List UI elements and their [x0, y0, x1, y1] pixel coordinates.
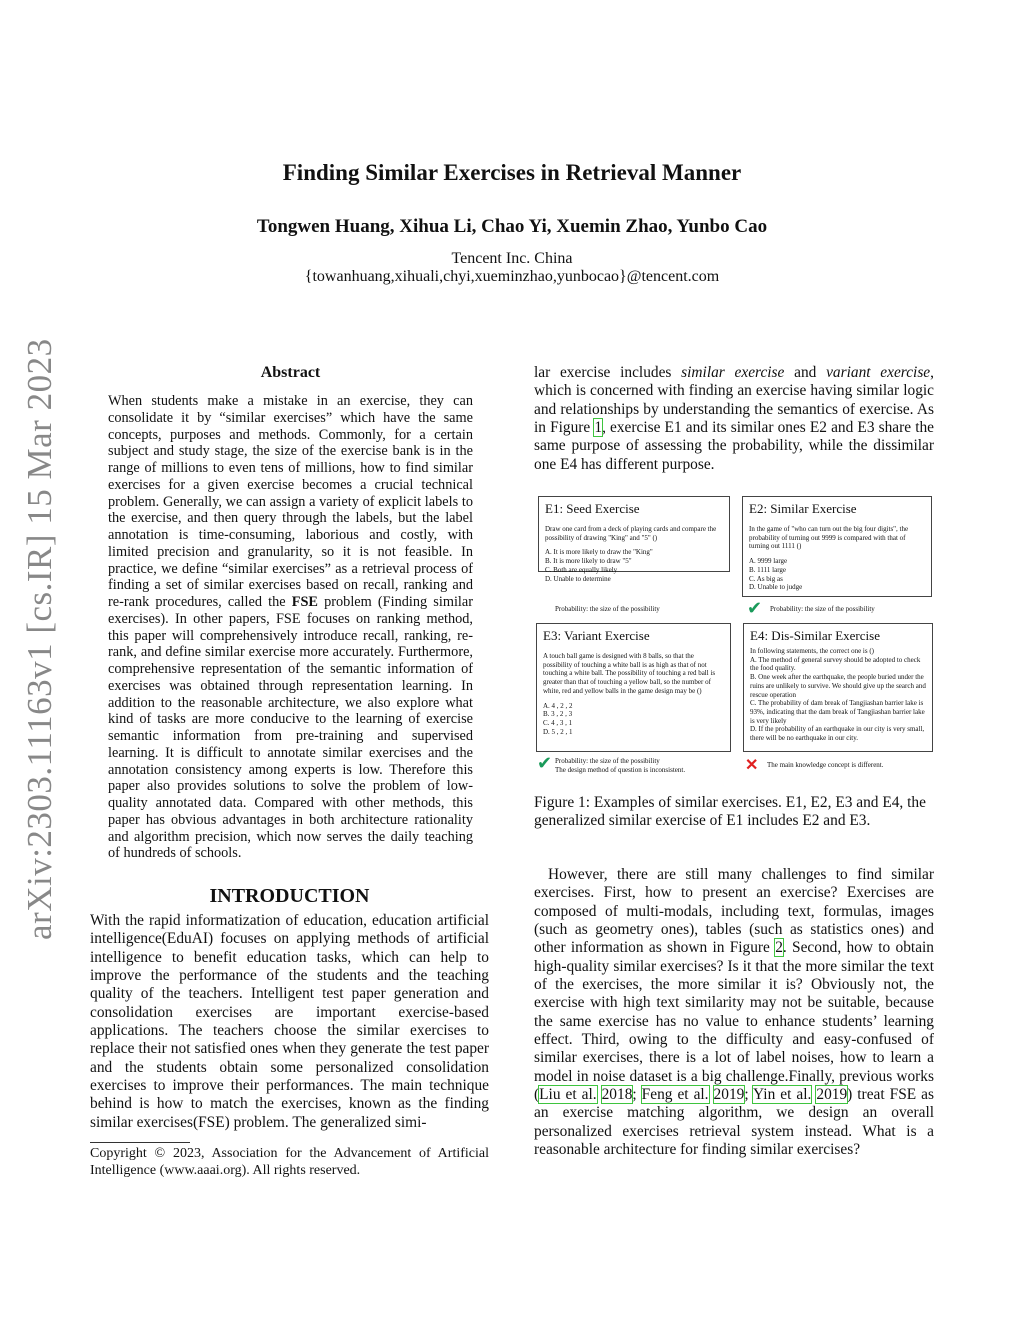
option-item: C. 4 , 3 , 1	[543, 718, 573, 727]
introduction-heading: INTRODUCTION	[209, 885, 370, 907]
text-run: . Second, how to obtain high-quality similar exercises? Is it that the more similar the text of the exercises, the more similar it is? Obviously not, the exercise with high text similarity may not be suitable, because the same exercise has no value to enhance students’ learning effect. Third, owing to the difficulty and easy-confused of similar exercises, there is a lot of label noises, how to learn a model in noise dataset is a big challenge.Finally, previous works (	[534, 939, 934, 1104]
check-icon: ✔	[537, 753, 553, 773]
card-question: In the game of "who can turn out the big four digits", the probability of turning out 9999 is compared with that of turning out 1111 ()	[749, 525, 909, 551]
card-title: E1: Seed Exercise	[545, 501, 640, 516]
text-run: problem (Finding similar exercises). In other papers, FSE focuses on ranking method, this paper will comprehensively introduce recall, ranking, re-rank, and define similar exercise more accurately. Furthermore, comprehensive representation of the semantic information of exercises was obtained through representation learning. In addition to the reasonable architecture, we also explore what kind of tasks are more conducive to the learning of exercise semantic information from pre-training and supervised learning. It is difficult to annotate similar exercises and the annotation consistency among experts is low. Therefore this paper also provides solutions to solve the problem of low-quality annotated data. Compared with other methods, this paper has obvious advantages in both architecture rationality and algorithm precision, which now serves the daily teaching of hundreds of schools.	[108, 594, 473, 862]
card-options	[543, 702, 724, 737]
e3-note: Probability: the size of the possibility	[555, 757, 660, 765]
citation-link[interactable]: Feng et al.	[641, 1086, 709, 1104]
option-item: C. The probability of dam break of Tangjiashan barrier lake is 93%, indicating that the dam break of Tangjiashan barrier lake is very likely	[750, 699, 925, 725]
option-item: D. Unable to judge	[749, 583, 803, 592]
text-run	[709, 1086, 714, 1103]
text-run: lar exercise includes	[534, 364, 682, 381]
text-run: However, there are still many challenges to find similar exercises. First, how to present an exercise? Exercises are composed of multi-modals, including text, formulas, images (such as geometry ones), tables (such as statistics ones) and other information as shown in Figure	[534, 866, 934, 957]
e1-note: Probability: the size of the possibility	[555, 605, 660, 613]
citation-link[interactable]: Liu et al.	[539, 1086, 597, 1104]
authors: Tongwen Huang, Xihua Li, Chao Yi, Xuemin Zhao, Yunbo Cao	[256, 216, 768, 237]
exercise-card-e4	[743, 623, 933, 752]
option-item: B. 1111 large	[749, 565, 787, 574]
card-title: E2: Similar Exercise	[749, 501, 857, 516]
card-options	[750, 656, 926, 743]
card-options	[749, 557, 925, 592]
citation-link[interactable]: 2019	[713, 1086, 745, 1104]
e3-note-2: The design method of question is inconsistent.	[555, 766, 686, 774]
option-item: D. If the probability of an earthquake in our city is very small, there will be no earthquake in our city.	[750, 725, 925, 743]
option-item: A. The method of general survey should be adopted to check the food quality.	[750, 655, 921, 673]
option-item: B. It is more likely to draw "5"	[545, 557, 632, 566]
author-emails: {towanhuang,xihuali,chyi,xueminzhao,yunbocao}@tencent.com	[304, 268, 720, 285]
text-run: , which is concerned with finding an exercise having similar logic and relationships by understanding the semantics of exercise. As in Figure	[534, 364, 934, 437]
text-run	[597, 1086, 602, 1103]
citation-link[interactable]: 1	[594, 419, 603, 437]
text-run: , exercise E1 and its similar ones E2 and E3 share the same purpose of assessing the probability, while the dissimilar one E4 has different purpose.	[534, 419, 934, 473]
card-options	[545, 548, 723, 583]
check-icon: ✔	[747, 598, 763, 618]
card-title: E4: Dis-Similar Exercise	[750, 628, 880, 643]
option-item: A. 9999 large	[749, 557, 788, 566]
citation-link[interactable]: Yin et al.	[753, 1086, 812, 1104]
abstract-text	[108, 393, 473, 862]
copyright-footnote: Copyright © 2023, Association for the Advancement of Artificial Intelligence (www.aaai.org). All rights reserved.	[90, 1146, 489, 1178]
text-run: ;	[744, 1086, 754, 1104]
option-item: C. Both are equally likely	[545, 565, 618, 574]
text-run: and	[784, 364, 827, 381]
text-run: ;	[632, 1086, 642, 1104]
text-run: When students make a mistake in an exercise, they can consolidate it by “similar exercises” which have the same concepts, purposes and methods. Commonly, for a certain subject and study stage, the size of the exercise bank is in the range of millions to even tens of millions, how to find similar exercises for a given exercise becomes a crucial technical problem. Generally, we can assign a variety of explicit labels to the exercise, and then query through the labels, but the label annotation is time-consuming, laborious and costly, with limited precision and granularity, so it is not feasible. In practice, we define “similar exercises” as a retrieval process of finding a set of similar exercises based on recall, ranking and re-rank procedures, called the	[108, 393, 473, 610]
text-run: ) treat FSE as an exercise matching algorithm, we design an overall personalized exercises retrieval system instead. What is a reasonable architecture for finding similar exercises?	[534, 1086, 934, 1159]
option-item: B. One week after the earthquake, the people buried under the ruins are unlikely to survive. We should give up the search and rescue operation	[750, 673, 926, 699]
option-item: A. 4 , 2 , 2	[543, 701, 573, 710]
card-question: In following statements, the correct one is ()	[750, 647, 875, 655]
option-item: A. It is more likely to draw the "King"	[545, 548, 653, 557]
figure-caption: Figure 1: Examples of similar exercises. E1, E2, E3 and E4, the generalized similar exercise of E1 includes E2 and E3.	[534, 794, 926, 830]
citation-link[interactable]: 2	[775, 939, 783, 957]
footnote-rule	[90, 1142, 190, 1143]
e4-note: The main knowledge concept is different.	[767, 761, 884, 769]
right-column-paragraph-2	[534, 866, 934, 1160]
right-column-paragraph-1	[534, 364, 934, 474]
option-item: B. 3 , 2 , 3	[543, 710, 573, 719]
text-run: similar exercise	[681, 364, 785, 381]
option-item: C. As big as	[749, 574, 783, 583]
card-question: A touch ball game is designed with 8 balls, so that the possibility of touching a white ball is as high as that of not touching a white ball. The possibility of touching a red ball is greater than that of touching a yellow ball, so the number of white, red and yellow balls in the game design may be ()	[543, 652, 716, 695]
arxiv-identifier: arXiv:2303.11163v1 [cs.IR] 15 Mar 2023	[20, 338, 59, 940]
affiliation: Tencent Inc. China	[451, 250, 573, 267]
text-run: With the rapid informatization of education, education artificial intelligence(EduAI) focuses on applying methods of artificial intelligence to benefit education tasks, which can help to improve the performance of the students and the teaching quality of the teachers. Intelligent test paper generation and consolidation exercises are important exercise-based applications. The teachers choose the similar exercises to replace their not satisfied ones when they generate the test paper and the students obtain some personalized consolidation exercises to improve their performances. The main technique behind is how to match the exercises, known as the finding similar exercises(FSE) problem. The generalized simi-	[90, 912, 489, 1131]
option-item: D. Unable to determine	[545, 574, 611, 583]
exercise-card-e1	[538, 496, 730, 583]
citation-link[interactable]: 2018	[601, 1086, 633, 1104]
card-title: E3: Variant Exercise	[543, 628, 650, 643]
introduction-text	[90, 912, 489, 1132]
abstract-heading: Abstract	[260, 364, 321, 381]
exercise-card-e2	[742, 496, 932, 597]
cross-icon: ✕	[745, 757, 759, 774]
citation-link[interactable]: 2019	[816, 1086, 848, 1104]
exercise-card-e3	[536, 623, 731, 752]
text-run: variant exercise	[826, 364, 931, 381]
e2-note: Probability: the size of the possibility	[770, 605, 875, 613]
text-run: FSE	[291, 594, 318, 610]
option-item: D. 5 , 2 , 1	[543, 727, 573, 736]
paper-title: Finding Similar Exercises in Retrieval Manner	[282, 160, 742, 185]
card-question: Draw one card from a deck of playing cards and compare the possibility of drawing "King" and "5" ()	[545, 525, 717, 542]
